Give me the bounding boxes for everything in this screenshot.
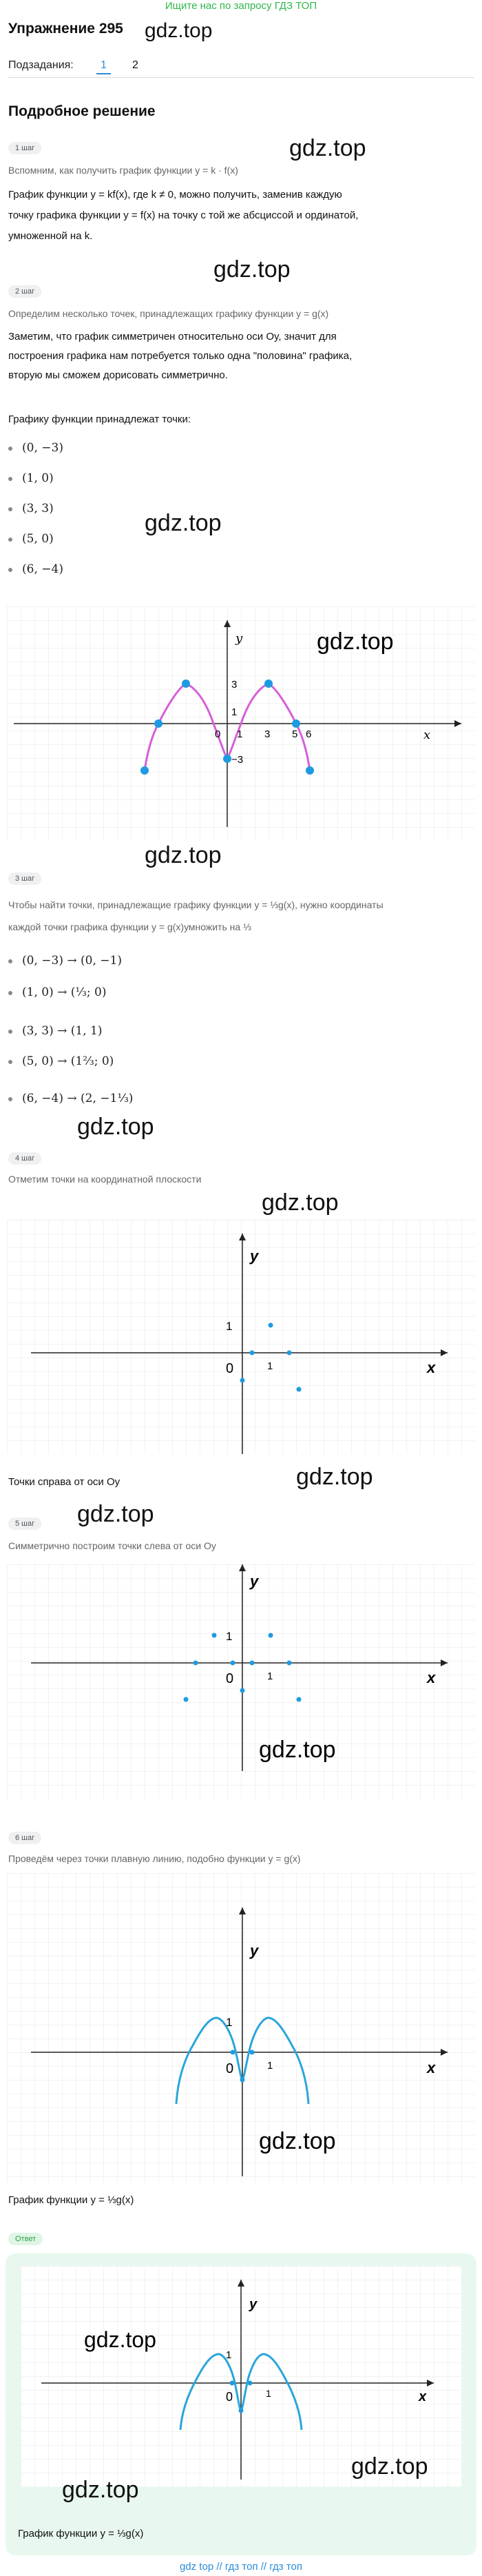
step-note: каждой точки графика функции y = g(x)умножить на ⅓ — [8, 921, 251, 932]
step-caption: График функции y = ⅓g(x) — [8, 2194, 134, 2206]
top-banner-link[interactable]: Ищите нас по запросу ГДЗ ТОП — [165, 0, 317, 12]
watermark: gdz.top — [262, 1189, 339, 1216]
tick-label: 1 — [226, 2016, 233, 2029]
list-item: (3, 3) — [8, 502, 54, 515]
y-axis-label: y — [235, 631, 243, 646]
step-text: Заметим, что график симметричен относительно оси Oy, значит для — [8, 331, 337, 343]
solution-title: Подробное решение — [8, 103, 156, 119]
step-note: Симметрично построим точки слева от оси Oy — [8, 1540, 216, 1551]
tick-label: 3 — [231, 679, 238, 691]
watermark: gdz.top — [77, 1114, 154, 1140]
y-axis-label: y — [250, 1942, 259, 1959]
y-axis-label: y — [250, 1573, 259, 1590]
step-text: умноженной на k. — [8, 230, 93, 242]
watermark: gdz.top — [259, 1737, 336, 1763]
step-badge: 1 шаг — [8, 142, 41, 154]
graph-h — [7, 1873, 475, 2183]
graph-points-right — [7, 1220, 475, 1454]
step-text: вторую мы сможем дорисовать симметрично. — [8, 369, 228, 381]
step-text: График функции y = kf(x), где k ≠ 0, можно получить, заменив каждую — [8, 189, 342, 201]
watermark: gdz.top — [84, 2327, 156, 2352]
page-title: Упражнение 295 — [8, 21, 123, 37]
step-badge: 5 шаг — [8, 1517, 41, 1530]
tick-label: 3 — [264, 728, 271, 740]
x-axis-label: x — [427, 2059, 436, 2076]
step-text: построения графика нам потребуется только одна "половина" графика, — [8, 350, 353, 362]
tick-label: 1 — [226, 1630, 233, 1643]
answer-caption: График функции y = ⅓g(x) — [18, 2528, 144, 2539]
answer-box — [6, 2253, 476, 2555]
site-logo[interactable]: gdz.top — [145, 19, 213, 42]
step-note: Отметим точки на координатной плоскости — [8, 1174, 202, 1185]
tick-label: 0 — [226, 1671, 234, 1686]
step-caption: Точки справа от оси Oy — [8, 1476, 120, 1488]
step-text: точку графика функции y = f(x) на точку с той же абсциссой и ординатой, — [8, 209, 359, 221]
list-item: (5, 0) — [8, 532, 54, 546]
tick-label: 1 — [267, 2060, 273, 2072]
step-note: Определим несколько точек, принадлежащих графику функции y = g(x) — [8, 308, 329, 319]
subtask-tab-1[interactable]: 1 — [96, 58, 111, 74]
subtask-tab-2[interactable]: 2 — [132, 59, 138, 71]
footer-links[interactable]: gdz top // гдз топ // гдз топ — [179, 2561, 303, 2573]
tick-label: −3 — [231, 754, 244, 766]
tick-label: 1 — [231, 706, 238, 718]
tick-label: 0 — [215, 728, 221, 740]
tick-label: 1 — [226, 1320, 233, 1333]
tick-label: 1 — [237, 728, 243, 740]
watermark: gdz.top — [77, 1501, 154, 1527]
watermark: gdz.top — [145, 842, 222, 868]
answer-badge: Ответ — [8, 2233, 43, 2245]
watermark: gdz.top — [317, 628, 394, 655]
list-item: (6, −4) → (2, −1⅓) — [8, 1092, 133, 1105]
y-axis-label: y — [250, 1247, 259, 1265]
step-badge: 6 шаг — [8, 1832, 41, 1844]
tick-label: 6 — [306, 728, 312, 740]
step-badge: 2 шаг — [8, 285, 41, 298]
graph-points-both — [7, 1564, 475, 1799]
list-item: (1, 0) → (⅓; 0) — [8, 985, 106, 999]
watermark: gdz.top — [296, 1464, 373, 1490]
watermark: gdz.top — [351, 2453, 428, 2480]
tick-label: 0 — [226, 2390, 233, 2404]
x-axis-label: x — [427, 1669, 436, 1686]
x-axis-label: x — [427, 1359, 436, 1376]
list-item: (6, −4) — [8, 562, 63, 576]
x-axis-label: x — [423, 728, 431, 742]
tick-label: 1 — [267, 1360, 273, 1372]
step-badge: 3 шаг — [8, 872, 41, 885]
watermark: gdz.top — [259, 2128, 336, 2154]
watermark: gdz.top — [213, 256, 291, 283]
step-text: Графику функции принадлежат точки: — [8, 413, 191, 425]
step-note: Чтобы найти точки, принадлежащие графику функции y = ⅓g(x), нужно координаты — [8, 899, 384, 910]
divider — [8, 77, 474, 78]
list-item: (5, 0) → (1⅔; 0) — [8, 1054, 114, 1068]
list-item: (3, 3) → (1, 1) — [8, 1024, 103, 1038]
list-item: (0, −3) — [8, 441, 63, 455]
step-note: Проведём через точки плавную линию, подобно функции y = g(x) — [8, 1853, 301, 1864]
watermark: gdz.top — [62, 2477, 139, 2503]
watermark: gdz.top — [289, 135, 366, 161]
x-axis-label: x — [419, 2389, 427, 2404]
list-item: (1, 0) — [8, 471, 54, 485]
tick-label: 5 — [292, 728, 298, 740]
tick-label: 0 — [226, 2061, 234, 2076]
list-item: (0, −3) → (0, −1) — [8, 954, 122, 968]
tick-label: 1 — [226, 2349, 232, 2361]
step-note: Вспомним, как получить график функции y = k · f(x) — [8, 165, 238, 176]
tick-label: 1 — [267, 1670, 273, 1682]
subtasks-label: Подзадания: — [8, 59, 74, 71]
y-axis-label: y — [249, 2297, 258, 2312]
graph-g — [7, 606, 475, 841]
tick-label: 1 — [266, 2388, 271, 2399]
step-badge: 4 шаг — [8, 1152, 41, 1165]
tick-label: 0 — [226, 1361, 234, 1376]
watermark: gdz.top — [145, 510, 222, 536]
